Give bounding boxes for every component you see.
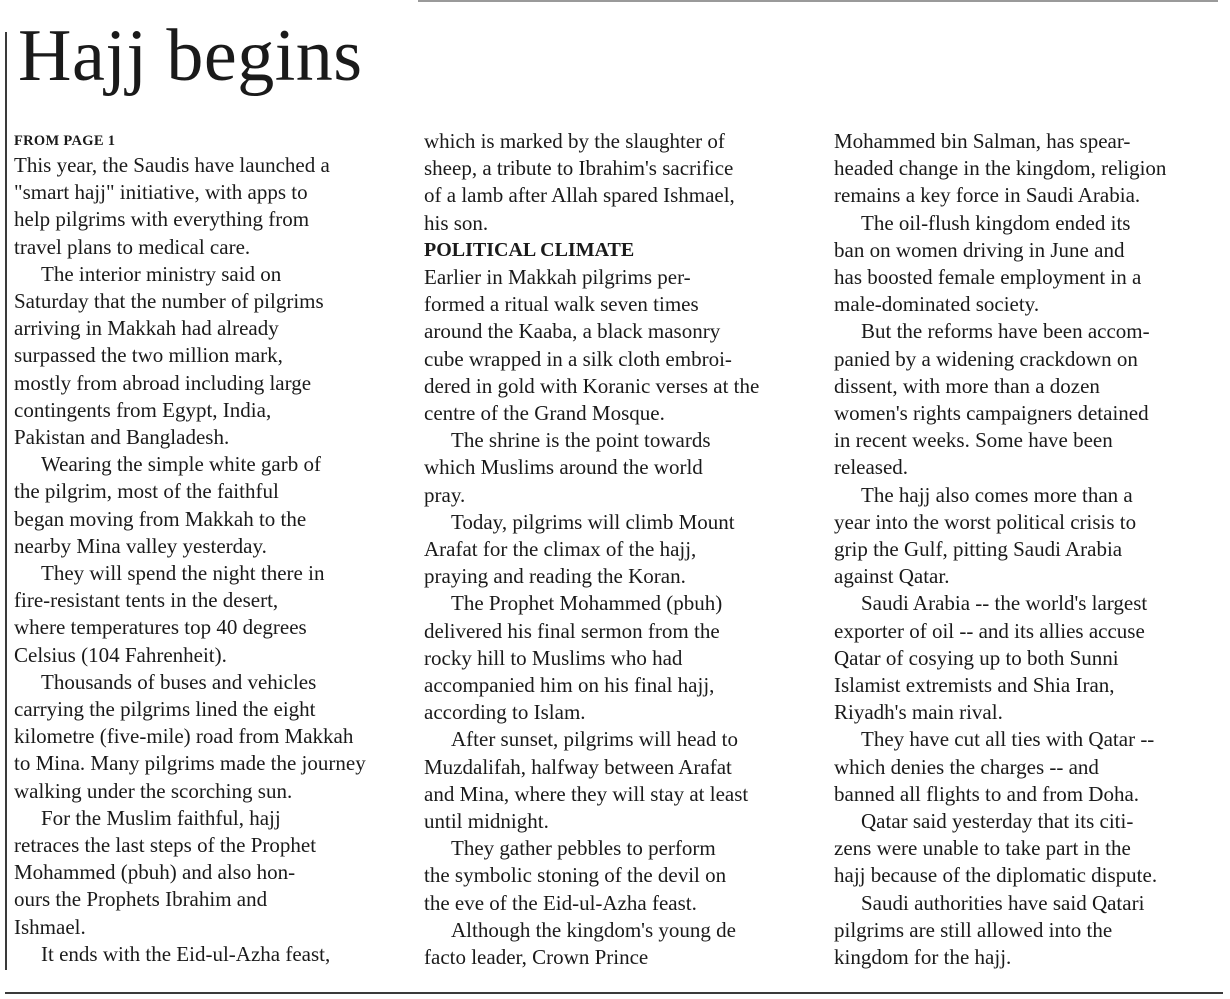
paragraph: Although the kingdom's young de facto leader, Crown Prince — [424, 917, 736, 970]
paragraph: Wearing the simple white garb of the pilgrim, most of the faithful began moving from Makkah to the nearby Mina valley yesterday. — [14, 452, 321, 558]
article-body — [14, 128, 1218, 978]
paragraph: which is marked by the slaughter of sheep, a tribute to Ibrahim's sacrifice of a lamb after Allah spared Ishmael, his son. — [424, 129, 735, 235]
paragraph: The Prophet Mohammed (pbuh) delivered his final sermon from the rocky hill to Muslims who had accompanied him on his final hajj, according to Islam. — [424, 591, 723, 725]
paragraph: Mohammed bin Salman, has spear- headed change in the kingdom, religion remains a key force in Saudi Arabia. — [834, 129, 1167, 208]
paragraph: This year, the Saudis have launched a "smart hajj" initiative, with apps to help pilgrims with everything from travel plans to medical care. — [14, 153, 330, 259]
column-3 — [834, 128, 1218, 978]
kicker: FROM PAGE 1 — [14, 133, 116, 149]
paragraph: Saudi authorities have said Qatari pilgrims are still allowed into the kingdom for the hajj. — [834, 890, 1145, 970]
paragraph: Earlier in Makkah pilgrims per- formed a ritual walk seven times around the Kaaba, a black masonry cube wrapped in a silk cloth embroi- dered in gold with Koranic verses at the centre of the Grand Mosque. — [424, 265, 760, 426]
paragraph: Thousands of buses and vehicles carrying the pilgrims lined the eight kilometre (five-mile) road from Makkah to Mina. Many pilgrims made the journey walking under the scorching sun. — [14, 669, 366, 803]
top-rule — [418, 0, 1218, 2]
paragraph: Saudi Arabia -- the world's largest exporter of oil -- and its allies accuse Qatar of cosying up to both Sunni Islamist extremists and Shia Iran, Riyadh's main rival. — [834, 591, 1148, 725]
column-2 — [424, 128, 808, 978]
column-1 — [14, 128, 398, 978]
paragraph: Today, pilgrims will climb Mount Arafat for the climax of the hajj, praying and reading the Koran. — [424, 509, 735, 589]
bottom-rule — [5, 992, 1223, 994]
paragraph: The oil-flush kingdom ended its ban on women driving in June and has boosted female employment in a male-dominated society. — [834, 210, 1142, 317]
paragraph: But the reforms have been accom- panied by a widening crackdown on dissent, with more than a dozen women's rights campaigners detained in recent weeks. Some have been released. — [834, 319, 1150, 480]
headline: Hajj begins — [18, 15, 363, 97]
paragraph: They gather pebbles to perform the symbolic stoning of the devil on the eve of the Eid-ul-Azha feast. — [424, 836, 727, 915]
paragraph: After sunset, pilgrims will head to Muzdalifah, halfway between Arafat and Mina, where they will stay at least until midnight. — [424, 727, 749, 834]
paragraph: The interior ministry said on Saturday that the number of pilgrims arriving in Makkah had already surpassed the two million mark, mostly from abroad including large contingents from Egypt, India, Pakistan and Bangladesh. — [14, 261, 324, 450]
paragraph: The shrine is the point towards which Muslims around the world pray. — [424, 428, 711, 507]
paragraph: They have cut all ties with Qatar -- which denies the charges -- and banned all flights to and from Doha. — [834, 727, 1155, 806]
paragraph: The hajj also comes more than a year into the worst political crisis to grip the Gulf, pitting Saudi Arabia against Qatar. — [834, 482, 1137, 589]
paragraph: It ends with the Eid-ul-Azha feast, — [41, 941, 331, 966]
subhead: POLITICAL CLIMATE — [424, 238, 635, 261]
paragraph: For the Muslim faithful, hajj retraces the last steps of the Prophet Mohammed (pbuh) and also hon- ours the Prophets Ibrahim and Ishmael. — [14, 805, 317, 939]
paragraph: They will spend the night there in fire-resistant tents in the desert, where temperatures top 40 degrees Celsius (104 Fahrenheit). — [14, 561, 325, 667]
left-column-rule — [5, 32, 7, 970]
paragraph: Qatar said yesterday that its citi- zens were unable to take part in the hajj because of the diplomatic dispute. — [834, 809, 1158, 888]
